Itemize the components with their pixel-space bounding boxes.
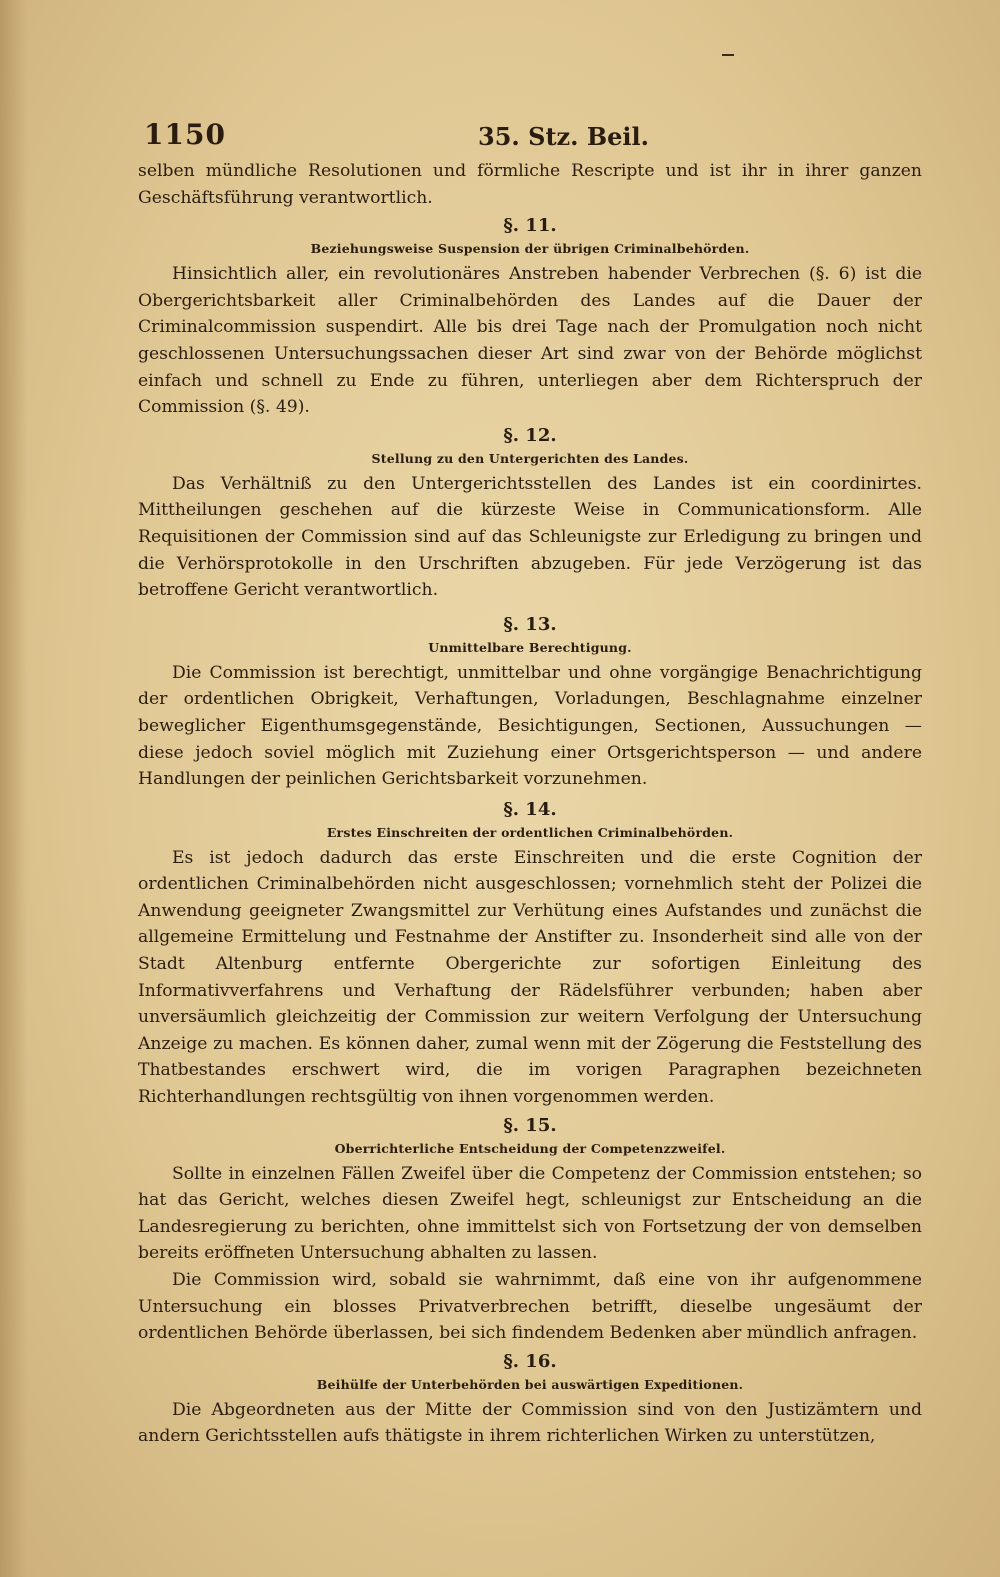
section-12 (138, 423, 922, 604)
section-number: §. 13. (503, 613, 557, 635)
section-paragraph: Es ist jedoch dadurch das erste Einschreiten und die erste Cognition der ordentlichen Criminalbehörden nicht ausgeschlossen; vornehmlich steht der Polizei die Anwendung geeigneter Zwangsmittel zur Verhütung eines Aufstandes und zunächst die allgemeine Ermittelung und Festnahme der Anstifter zu. Insonderheit sind alle von der Stadt Altenburg entfernte Obergerichte zur sofortigen Einleitung des Informativverfahrens und Verhaftung der Rädelsführer verbunden; haben aber unversäumlich gleichzeitig der Commission zur weitern Verfolgung der Untersuchung Anzeige zu machen. Es können daher, zumal wenn mit der Zögerung die Feststellung des Thatbestandes erschwert wird, die im vorigen Paragraphen bezeichneten Richterhandlungen rechtsgültig von ihnen vorgenommen werden. (138, 847, 922, 1108)
section-paragraph: Sollte in einzelnen Fällen Zweifel über die Competenz der Commission entstehen; so hat das Gericht, welches diesen Zweifel hegt, schleunigst zur Entscheidung an die Landesregierung zu berichten, ohne immittelst sich von Fortsetzung der von demselben bereits eröffneten Untersuchung abhalten zu lassen. (138, 1163, 922, 1264)
section-title: Unmittelbare Berechtigung. (428, 639, 632, 655)
section-15 (138, 1113, 922, 1347)
section-paragraph: Die Commission wird, sobald sie wahrnimmt, daß eine von ihr aufgenommene Untersuchung ein blosses Privatverbrechen betrifft, dieselbe ungesäumt der ordentlichen Behörde überlassen, bei sich findendem Bedenken aber mündlich anfragen. (138, 1270, 922, 1344)
running-head: 35. Stz. Beil. (478, 122, 650, 151)
page-number: 1150 (144, 118, 226, 151)
ink-mark (722, 54, 734, 56)
section-title: Oberrichterliche Entscheidung der Competenzzweifel. (334, 1140, 726, 1156)
section-title: Erstes Einschreiten der ordentlichen Criminalbehörden. (326, 824, 734, 840)
section-14 (138, 797, 922, 1111)
page-header (138, 118, 922, 158)
section-title: Beihülfe der Unterbehörden bei auswärtigen Expeditionen. (316, 1376, 744, 1392)
section-title: Beziehungsweise Suspension der übrigen Criminalbehörden. (310, 241, 750, 257)
section-paragraph: Die Commission ist berechtigt, unmittelbar und ohne vorgängige Benachrichtigung der ordentlichen Obrigkeit, Verhaftungen, Vorladungen, Beschlagnahme einzelner beweglicher Eigenthumsgegenstände, Besichtigungen, Sectionen, Aussuchungen — diese jedoch soviel möglich mit Zuziehung einer Ortsgerichtsperson — und andere Handlungen der peinlichen Gerichtsbarkeit vorzunehmen. (138, 662, 922, 790)
continuation-paragraph: selben mündliche Resolutionen und förmliche Rescripte und ist ihr in ihrer ganzen Geschäftsführung verantwortlich. (138, 161, 922, 208)
section-11 (138, 213, 922, 421)
section-paragraph: Hinsichtlich aller, ein revolutionäres Anstreben habender Verbrechen (§. 6) ist die Obergerichtsbarkeit aller Criminalbehörden des Landes auf die Dauer der Criminalcommission suspendirt. Alle bis drei Tage nach der Promulgation noch nicht geschlossenen Untersuchungssachen dieser Art sind zwar von der Behörde möglichst einfach und schnell zu Ende zu führen, unterliegen aber dem Richterspruch der Commission (§. 49). (138, 264, 922, 418)
section-number: §. 16. (503, 1350, 557, 1372)
section-number: §. 15. (503, 1114, 557, 1136)
section-number: §. 12. (503, 424, 557, 446)
section-number: §. 14. (503, 798, 557, 820)
section-13 (138, 612, 922, 793)
section-title: Stellung zu den Untergerichten des Landes. (371, 450, 689, 466)
section-paragraph: Das Verhältniß zu den Untergerichtsstellen des Landes ist ein coordinirtes. Mittheilungen geschehen auf die kürzeste Weise in Communicationsform. Alle Requisitionen der Commission sind auf das Schleunigste zur Erledigung zu bringen und die Verhörsprotokolle in den Urschriften abzugeben. Für jede Verzögerung ist das betroffene Gericht verantwortlich. (138, 473, 922, 601)
section-16 (138, 1349, 922, 1450)
section-paragraph: Die Abgeordneten aus der Mitte der Commission sind von den Justizämtern und andern Gerichtsstellen aufs thätigste in ihrem richterlichen Wirken zu unterstützen, (138, 1399, 922, 1447)
section-number: §. 11. (503, 215, 557, 237)
